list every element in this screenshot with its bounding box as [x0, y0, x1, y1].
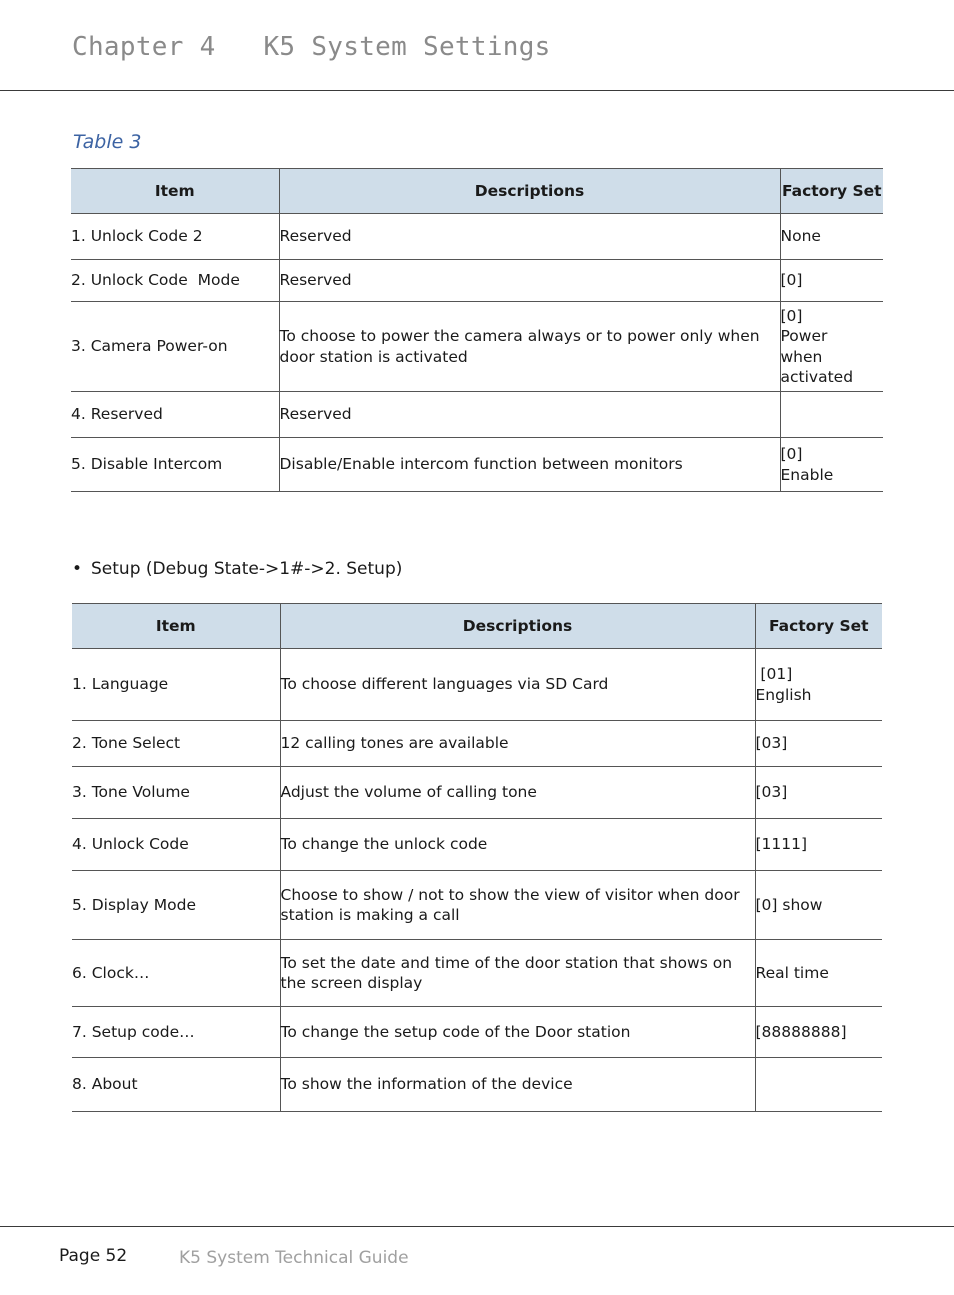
description-cell: Disable/Enable intercom function between monitors: [279, 438, 780, 492]
table-header-row: [72, 604, 882, 649]
factory-set-cell: [0]: [780, 260, 883, 302]
table-row: [72, 721, 882, 767]
factory-set-line: activated: [780, 368, 854, 386]
table-row: [72, 649, 882, 721]
item-cell: 7. Setup code…: [72, 1007, 280, 1058]
factory-set-line: English: [755, 685, 812, 704]
column-header-descriptions: Descriptions: [280, 604, 755, 649]
chapter-name: K5 System Settings: [263, 32, 551, 62]
footer-divider: [0, 1226, 954, 1227]
setup-table: [72, 603, 882, 1112]
column-header-item: Item: [72, 604, 280, 649]
chapter-label: Chapter 4: [72, 32, 216, 62]
table-row: [72, 871, 882, 940]
item-cell: 4. Reserved: [71, 392, 279, 438]
description-cell: To change the setup code of the Door station: [280, 1007, 755, 1058]
description-cell: To show the information of the device: [280, 1058, 755, 1112]
factory-set-cell: [0] show: [755, 871, 882, 940]
table-row: [71, 302, 883, 392]
table-header-row: [71, 169, 883, 214]
factory-set-cell: [780, 438, 883, 492]
factory-set-cell: [755, 1058, 882, 1112]
table-row: [72, 1007, 882, 1058]
table-row: [71, 438, 883, 492]
factory-set-cell: [780, 302, 883, 392]
table-row: [71, 260, 883, 302]
factory-set-line: Enable: [780, 465, 834, 484]
description-cell: To choose to power the camera always or to power only when door station is activated: [279, 302, 780, 392]
description-cell: Reserved: [279, 214, 780, 260]
factory-set-cell: [03]: [755, 721, 882, 767]
table-row: [72, 1058, 882, 1112]
table3: [71, 168, 883, 492]
column-header-factory-set: Factory Set: [755, 604, 882, 649]
table-row: [71, 392, 883, 438]
bullet-icon: •: [72, 559, 83, 579]
factory-set-cell: [1111]: [755, 819, 882, 871]
factory-set-cell: [03]: [755, 767, 882, 819]
item-cell: 2. Unlock Code Mode: [71, 260, 279, 302]
factory-set-cell: None: [780, 214, 883, 260]
item-cell: 3. Camera Power-on: [71, 302, 279, 392]
page-number: Page 52: [59, 1246, 128, 1266]
item-cell: 6. Clock…: [72, 940, 280, 1007]
description-cell: Reserved: [279, 392, 780, 438]
description-cell: Adjust the volume of calling tone: [280, 767, 755, 819]
item-cell: 1. Unlock Code 2: [71, 214, 279, 260]
factory-set-cell: [755, 649, 882, 721]
item-cell: 5. Display Mode: [72, 871, 280, 940]
setup-heading-text: Setup (Debug State->1#->2. Setup): [91, 559, 403, 579]
factory-set-line: [01]: [755, 665, 793, 683]
item-cell: 3. Tone Volume: [72, 767, 280, 819]
item-cell: 4. Unlock Code: [72, 819, 280, 871]
item-cell: 8. About: [72, 1058, 280, 1112]
factory-set-line: [0]: [780, 445, 803, 463]
factory-set-line: when: [780, 347, 823, 366]
description-cell: 12 calling tones are available: [280, 721, 755, 767]
table-row: [72, 940, 882, 1007]
table-caption: Table 3: [73, 131, 142, 153]
setup-heading: [72, 559, 402, 579]
guide-title: K5 System Technical Guide: [179, 1248, 409, 1268]
column-header-factory-set: Factory Set: [780, 169, 883, 214]
factory-set-line: Power: [780, 327, 828, 345]
factory-set-cell: Real time: [755, 940, 882, 1007]
table-row: [71, 214, 883, 260]
factory-set-cell: [780, 392, 883, 438]
description-cell: To set the date and time of the door station that shows on the screen display: [280, 940, 755, 1007]
description-cell: To change the unlock code: [280, 819, 755, 871]
item-cell: 2. Tone Select: [72, 721, 280, 767]
description-cell: To choose different languages via SD Card: [280, 649, 755, 721]
chapter-title: [72, 32, 551, 62]
table-row: [72, 819, 882, 871]
factory-set-cell: [88888888]: [755, 1007, 882, 1058]
description-cell: Choose to show / not to show the view of visitor when door station is making a call: [280, 871, 755, 940]
description-cell: Reserved: [279, 260, 780, 302]
factory-set-line: [0]: [780, 306, 803, 325]
column-header-descriptions: Descriptions: [279, 169, 780, 214]
item-cell: 1. Language: [72, 649, 280, 721]
column-header-item: Item: [71, 169, 279, 214]
item-cell: 5. Disable Intercom: [71, 438, 279, 492]
table-row: [72, 767, 882, 819]
header-divider: [0, 90, 954, 91]
